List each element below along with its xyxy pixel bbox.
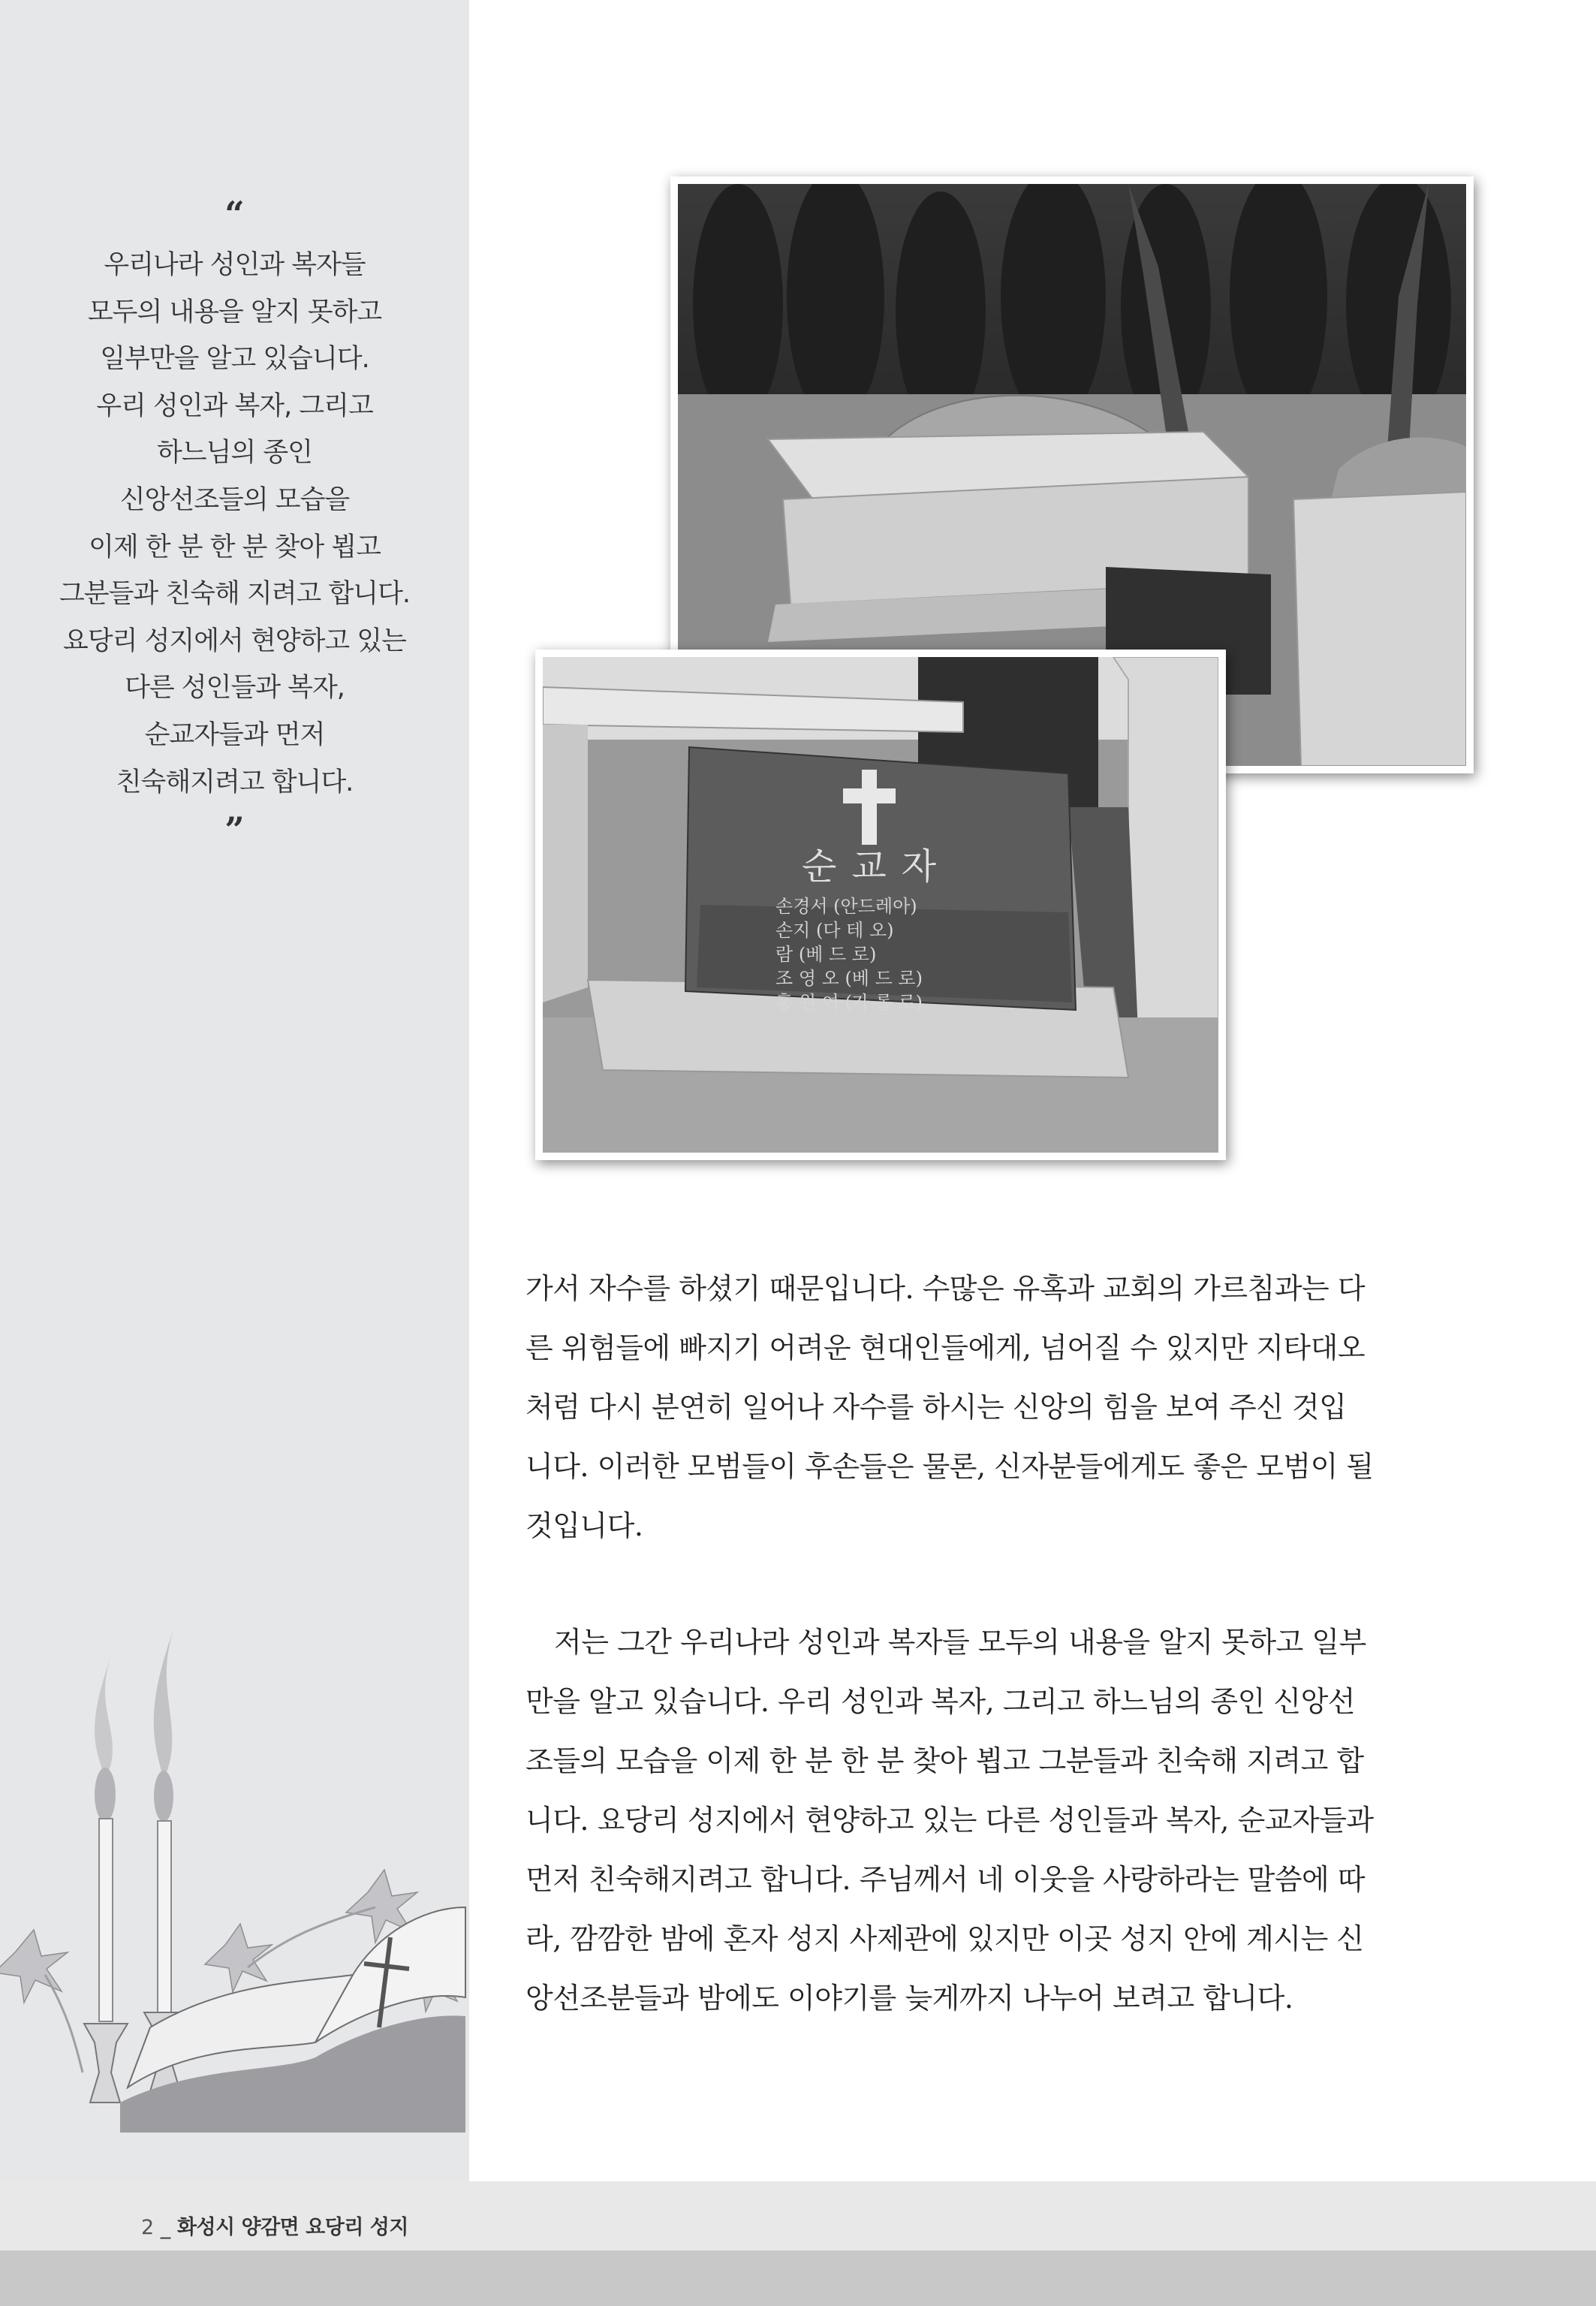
tombstone-name: 손지 (다 테 오) (775, 920, 894, 941)
footer-separator: _ (160, 2216, 171, 2239)
body-paragraph-2 (525, 1613, 1453, 2028)
quote-line: 순교자들과 먼저 (144, 719, 325, 750)
quote-line: 요당리 성지에서 현양하고 있는 (63, 625, 406, 656)
quote-line: 일부만을 알고 있습니다. (100, 344, 369, 375)
sidebar-quote (45, 242, 424, 806)
page-footer (141, 2211, 408, 2240)
footer-title: 화성시 양감면 요당리 성지 (176, 2216, 408, 2239)
text-line: 먼저 친숙해지려고 합니다. 주님께서 네 이웃을 사랑하라는 말씀에 따 (525, 1863, 1366, 1896)
text-line: 것입니다. (525, 1509, 643, 1542)
open-quote-mark: “ (224, 194, 245, 234)
page-number: 2 (141, 2216, 155, 2239)
quote-line: 그분들과 친숙해 지려고 합니다. (59, 579, 411, 610)
quote-line: 하느님의 종인 (157, 438, 312, 469)
text-line: 라, 깜깜한 밤에 혼자 성지 사제관에 있지만 이곳 성지 안에 계시는 신 (525, 1922, 1364, 1955)
tombstone-name: 손경서 (안드레아) (775, 896, 917, 917)
quote-line: 우리 성인과 복자, 그리고 (96, 390, 373, 421)
text-line: 른 위험들에 빠지기 어려운 현대인들에게, 넘어질 수 있지만 지타대오 (525, 1331, 1366, 1364)
quote-line: 신앙선조들의 모습을 (119, 484, 350, 515)
text-line: 조들의 모습을 이제 한 분 한 분 찾아 뵙고 그분들과 친숙해 지려고 합 (525, 1744, 1364, 1777)
close-quote-mark: ” (224, 809, 245, 850)
text-line: 니다. 이러한 모범들이 후손들은 물론, 신자분들에게도 좋은 모범이 될 (525, 1450, 1374, 1483)
text-line: 만을 알고 있습니다. 우리 성인과 복자, 그리고 하느님의 종인 신앙선 (525, 1685, 1355, 1718)
tombstone-name: 람 (베 드 로) (775, 944, 877, 965)
text-line: 니다. 요당리 성지에서 현양하고 있는 다른 성인들과 복자, 순교자들과 (525, 1804, 1374, 1837)
text-line: 가서 자수를 하셨기 때문입니다. 수많은 유혹과 교회의 가르침과는 다 (525, 1272, 1366, 1305)
candles-and-book-illustration (0, 1622, 469, 2133)
quote-line: 친숙해지려고 합니다. (116, 767, 354, 797)
martyr-tombstone-photo (535, 650, 1226, 1160)
quote-line: 모두의 내용을 알지 못하고 (87, 297, 382, 327)
footer-strip (0, 2250, 1596, 2306)
text-line: 앙선조분들과 밤에도 이야기를 늦게까지 나누어 보려고 합니다. (525, 1982, 1293, 2015)
tombstone-name: 홍 원 여 (가 롤 로) (775, 992, 923, 1013)
text-line: 처럼 다시 분연히 일어나 자수를 하시는 신앙의 힘을 보여 주신 것입 (525, 1391, 1347, 1424)
quote-line: 이제 한 분 한 분 찾아 뵙고 (89, 532, 381, 562)
tombstone-heading: 순교자 (802, 846, 952, 888)
quote-line: 다른 성인들과 복자, (125, 673, 345, 704)
text-line: 저는 그간 우리나라 성인과 복자들 모두의 내용을 알지 못하고 일부 (554, 1626, 1366, 1659)
body-paragraph-1 (525, 1259, 1453, 1556)
tombstone-name: 조 영 오 (베 드 로) (775, 968, 923, 989)
quote-line: 우리나라 성인과 복자들 (104, 250, 366, 280)
